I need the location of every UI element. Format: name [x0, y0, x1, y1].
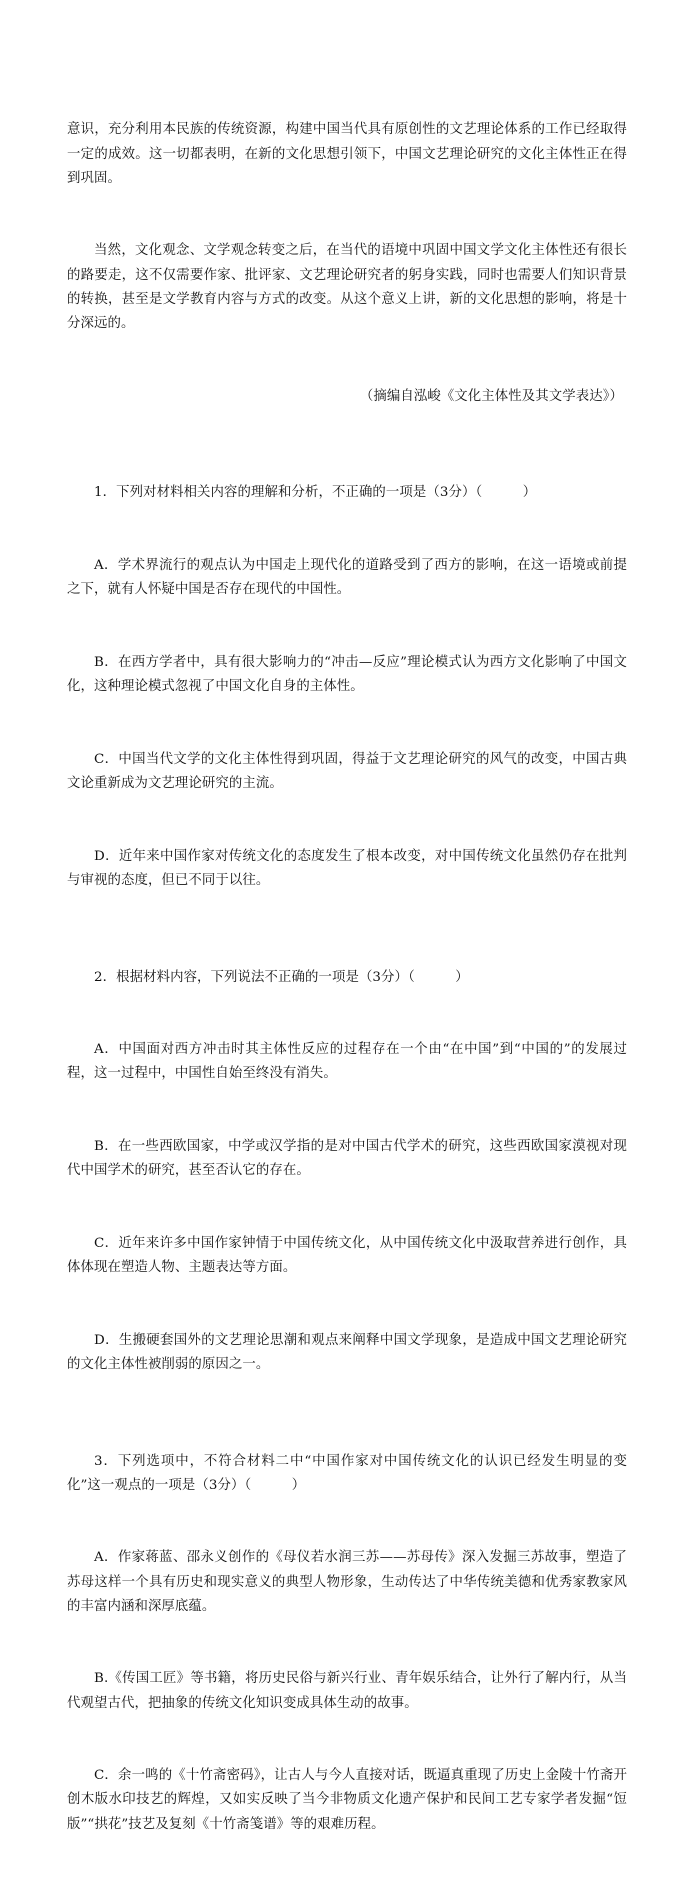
question-option: A．中国面对西方冲击时其主体性反应的过程存在一个由“在中国”到“中国的”的发展过程，这一过程中，中国性自始至终没有消失。	[67, 1042, 627, 1082]
question-stem: 2．根据材料内容，下列说法不正确的一项是（3分）（ ）	[94, 969, 469, 985]
question-option: D．生搬硬套国外的文艺理论思潮和观点来阐释中国文学现象，是造成中国文艺理论研究的文化主体性被削弱的原因之一。	[67, 1332, 627, 1372]
question-option: B．在一些西欧国家，中学或汉学指的是对中国古代学术的研究，这些西欧国家漠视对现代中国学术的研究，甚至否认它的存在。	[67, 1138, 627, 1179]
source-citation: （摘编自泓峻《文化主体性及其文学表达》）	[359, 388, 623, 404]
question-option: C．近年来许多中国作家钟情于中国传统文化，从中国传统文化中汲取营养进行创作，具体体现在塑造人物、主题表达等方面。	[67, 1235, 627, 1275]
question-option: A．学术界流行的观点认为中国走上现代化的道路受到了西方的影响，在这一语境或前提之下，就有人怀疑中国是否存在现代的中国性。	[67, 558, 627, 598]
question-option: C．余一鸣的《十竹斋密码》，让古人与今人直接对话，既逼真重现了历史上金陵十竹斋开创木版水印技艺的辉煌，又如实反映了当今非物质文化遗产保护和民间工艺专家学者发掘“饾版”“拱花”技艺及复刻《十竹斋笺谱》等的艰难历程。	[67, 1768, 627, 1832]
question-stem: 3．下列选项中，不符合材料二中“中国作家对中国传统文化的认识已经发生明显的变化”这一观点的一项是（3分）（ ）	[67, 1453, 627, 1493]
body-paragraph: 意识，充分利用本民族的传统资源，构建中国当代具有原创性的文艺理论体系的工作已经取得一定的成效。这一切都表明，在新的文化思想引领下，中国文艺理论研究的文化主体性正在得到巩固。	[67, 122, 627, 186]
question-option: C．中国当代文学的文化主体性得到巩固，得益于文艺理论研究的风气的改变，中国古典文论重新成为文艺理论研究的主流。	[67, 751, 627, 791]
question-option: B.《传国工匠》等书籍，将历史民俗与新兴行业、青年娱乐结合，让外行了解内行，从当代观望古代，把抽象的传统文化知识变成具体生动的故事。	[67, 1671, 627, 1711]
question-option: D．近年来中国作家对传统文化的态度发生了根本改变，对中国传统文化虽然仍存在批判与审视的态度，但已不同于以往。	[67, 848, 627, 888]
document-body	[67, 70, 627, 1885]
question-option: A．作家蒋蓝、邵永义创作的《母仪若水润三苏——苏母传》深入发掘三苏故事，塑造了苏母这样一个具有历史和现实意义的典型人物形象，生动传达了中华传统美德和优秀家教家风的丰富内涵和深厚底蕴。	[67, 1550, 627, 1614]
body-paragraph: 当然，文化观念、文学观念转变之后，在当代的语境中巩固中国文学文化主体性还有很长的路要走，这不仅需要作家、批评家、文艺理论研究者的躬身实践，同时也需要人们知识背景的转换，甚至是文学教育内容与方式的改变。从这个意义上讲，新的文化思想的影响，将是十分深远的。	[67, 243, 627, 332]
question-stem: 1．下列对材料相关内容的理解和分析，不正确的一项是（3分）（ ）	[94, 485, 537, 501]
question-option: B．在西方学者中，具有很大影响力的“冲击—反应”理论模式认为西方文化影响了中国文化，这种理论模式忽视了中国文化自身的主体性。	[67, 654, 627, 695]
